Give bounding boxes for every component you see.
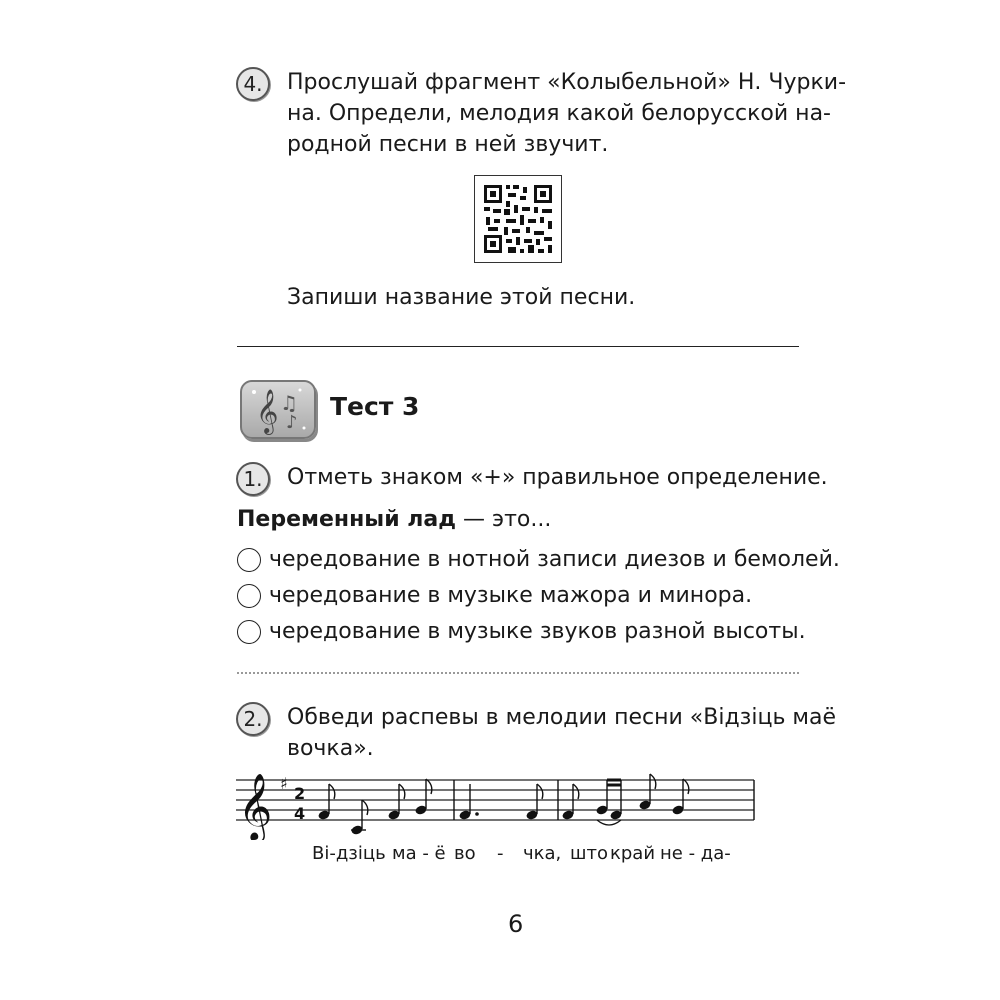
- answer-option[interactable]: [237, 547, 840, 572]
- lyric-syllable: во: [454, 843, 476, 864]
- question-text-line: Обведи распевы в мелодии песни «Відзіць маё: [287, 705, 837, 730]
- sixteenth-note-pair: [595, 780, 622, 825]
- task-text-line: на. Определи, мелодия какой белорусской на-: [287, 101, 831, 126]
- question-text-line: вочка».: [287, 736, 374, 761]
- page-number: 6: [508, 910, 524, 938]
- test-icon: [240, 380, 316, 439]
- question-number-badge: 1.: [236, 462, 270, 496]
- time-signature-top: 2: [294, 784, 306, 803]
- option-circle[interactable]: [237, 584, 261, 608]
- lyric-syllable: ма - ё: [392, 843, 446, 864]
- qr-code-icon: [475, 176, 561, 262]
- task-number-badge: 4.: [236, 67, 270, 101]
- svg-text:𝄞: 𝄞: [256, 389, 279, 433]
- definition-term: Переменный лад: [237, 507, 457, 532]
- answer-line[interactable]: [237, 346, 799, 347]
- lyric-syllable: -: [497, 843, 504, 864]
- qr-code[interactable]: [474, 175, 562, 263]
- music-staff: [236, 770, 766, 840]
- lyric-syllable: край: [610, 843, 656, 864]
- lyric-syllable: чка,: [523, 843, 562, 864]
- task-text-line: Прослушай фрагмент «Колыбельной» Н. Чурки-: [287, 70, 847, 95]
- treble-clef-icon: 𝄞: [238, 772, 273, 840]
- time-signature-bottom: 4: [294, 804, 306, 823]
- answer-option[interactable]: [237, 619, 806, 644]
- option-label: чередование в музыке звуков разной высоты.: [269, 619, 806, 644]
- section-divider: [237, 672, 799, 674]
- definition-stem: [237, 507, 551, 532]
- sharp-sign-icon: ♯: [280, 774, 288, 793]
- eighth-note: [350, 800, 367, 836]
- svg-text:♪: ♪: [286, 412, 298, 433]
- question-prompt: Отметь знаком «+» правильное определение.: [287, 465, 828, 490]
- lyric-syllable: не - да-: [660, 843, 731, 864]
- svg-text:♫: ♫: [280, 391, 298, 415]
- option-circle[interactable]: [237, 620, 261, 644]
- test-title: Тест 3: [330, 392, 420, 421]
- option-label: чередование в нотной записи диезов и бемолей.: [269, 547, 840, 572]
- option-label: чередование в музыке мажора и минора.: [269, 583, 753, 608]
- answer-option[interactable]: [237, 583, 752, 608]
- lyric-syllable: Ві-дзіць: [312, 843, 386, 864]
- task-text-line: родной песни в ней звучит.: [287, 132, 609, 157]
- music-notes-icon: [242, 382, 314, 437]
- task-instruction: Запиши название этой песни.: [287, 285, 636, 310]
- option-circle[interactable]: [237, 548, 261, 572]
- definition-suffix: — это...: [456, 507, 552, 532]
- lyric-syllable: што: [570, 843, 608, 864]
- question-number-badge: 2.: [236, 702, 270, 736]
